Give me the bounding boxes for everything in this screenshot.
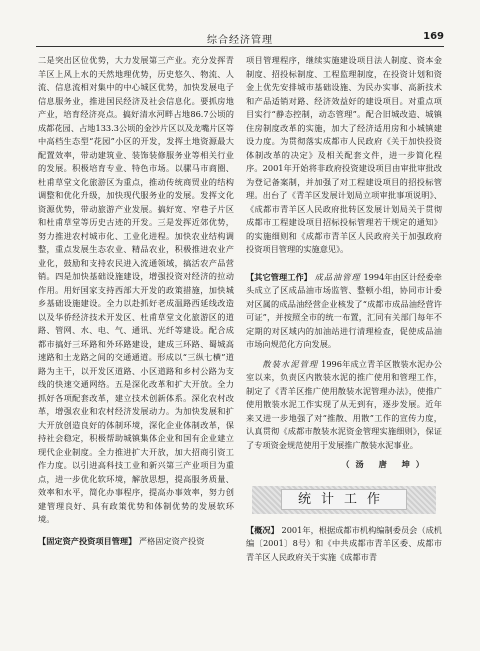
section-paragraph	[246, 524, 442, 565]
banner-title: 统计工作	[281, 489, 407, 511]
section-text: 2001年，根据成都市机构编制委员会（成机编〔2001〕8号）和《中共成都市青羊区委、成都市青羊区人民政府关于实施《成都市青	[246, 524, 442, 562]
subtitle-oil: 成品油管理	[314, 271, 361, 282]
left-column	[38, 54, 234, 548]
body-paragraph: 二是突出区位优势，大力发展第三产业。充分发挥青羊区上风上水的天然地理优势，历史悠久、物流、人流、信息流相对集中的中心城区优势，加快发展电子信息服务业，推进国民经济及社会信息化。要抓房地产业，培育经济亮点。搞好清水河畔占地86.7公顷的成都花园、占地133.3公顷的金沙片区以及龙嘴片区等中高档生态型“花园”小区的开发，发挥土地资源最大配置效率，带动建筑业、装饰装修服务业等相关行业的发展。积极培育专业、特色市场。以骡马市商圈、杜甫草堂文化旅游区为重点，推动传统商贸业的结构调整和优化升级，加快现代服务业的发展。发挥文化资源优势，带动旅游产业发展。搞好宽、窄巷子片区和杜甫草堂等历史古迹的开发。三是发挥近郊优势，努力推进农村城市化、工业化进程。加快农业结构调整，重点发展生态农业、精品农业，积极推进农业产业化，鼓励和支持农民进入流通领域，搞活农产品营销。四是加快基础设施建设，增强投资对经济的拉动作用。用好国家支持西部大开发的政策措施，加快城乡基础设施建设。全力以赴抓好老成温路西延线改造以及华侨经济技术开发区、杜甫草堂文化旅游区的道路、管网、水、电、气、通讯、光纤等建设。配合成都市搞好三环路和外环路建设，建成三环路、蜀城高速路和土龙路之间的交通通道。形成以“三纵七横”道路为主干，以开发区道路、小区道路和乡村公路为支线的快速交通网络。五是深化改革和扩大开放。全力抓好各项配套改革，建立技术创新体系。深化农村改革，增强农业和农村经济发展动力。为加快发展和扩大开放创造良好的体制环境，深化企业体制改革，保持社会稳定，积极帮助城镇集体企业和国有企业建立现代企业制度。全力推进扩大开放，加大招商引资工作力度。以引进高科技工业和新兴第三产业项目为重点，进一步优化软环境，解放思想，提高服务质量、效率和水平，简化办事程序，提高办事效率，努力创建管理良好、具有政策优势和体制优势的发展软环境。	[38, 55, 234, 524]
running-title: 综合经济管理	[207, 35, 273, 46]
page-number: 169	[423, 31, 444, 42]
page-header	[36, 30, 444, 47]
right-column	[246, 54, 442, 564]
section-label-fixed-asset: 【固定资产投资项目管理】	[38, 535, 137, 546]
section-label-overview: 【概况】	[246, 524, 279, 535]
subtitle-cement: 散装水泥管理	[262, 358, 319, 369]
section-label-other: 【其它管理工作】	[246, 271, 312, 282]
section-paragraph	[246, 271, 442, 352]
author-credit: （汤 唐 坤）	[341, 459, 430, 469]
section-text: 1996年成立青羊区散装水泥办公室以来，负责区内散装水泥的推广使用和管理工作，制定了《青羊区推广使用散装水泥管理办法》，使推广使用散装水泥工作实现了从无到有，逐步发展。近年来又进一步地强了对“推散、用散”工作的宣传力度，认真贯彻《成都市散装水泥资金管理实施细则》，保证了专项资金规范使用于发展推广散装水泥事业。	[246, 358, 442, 450]
section-text: 严格固定资产投资	[138, 535, 205, 546]
section-paragraph	[246, 358, 442, 453]
section-paragraph	[38, 535, 234, 549]
section-text: 1994年由区计经委牵头成立了区成品油市场监管、整顿小组，协同市计委对区属的成品油经营企业核发了“成都市成品油经营许可证”，并按照全市的统一布置，汇同有关部门每年不定期的对区域内的加油站进行清理检查，促使成品油市场向规范化方向发展。	[246, 271, 442, 349]
section-banner	[252, 486, 436, 514]
body-paragraph: 项目管理程序，继续实施建设项目法人制度、资本金制度、招投标制度、工程监理制度，在投资计划和资金上优先安排城市基础设施、为民办实事、高新技术和产品适销对路、经济效益好的建设项目。对重点项目实行“静态控制，动态管理”。配合旧城改造、城镇住房制度改革的实施，加大了经济适用房和小城镇建设力度。为贯彻落实成都市人民政府《关于加快投资体制改革的决定》及相关配套文件，进一步简化程序。2001年开始将非政府投资建设项目由审批审批改为登记备案制，并加强了对工程建设项目的招投标管理。出台了《青羊区发展计划局立项审批事项说明》、《成都市青羊区人民政府批转区发展计划局关于贯彻成都市工程建设项目招标投标管理若干规定的通知》的实施细则和《成都市青羊区人民政府关于加强政府投资项目管理的实施意见》。	[246, 55, 442, 254]
